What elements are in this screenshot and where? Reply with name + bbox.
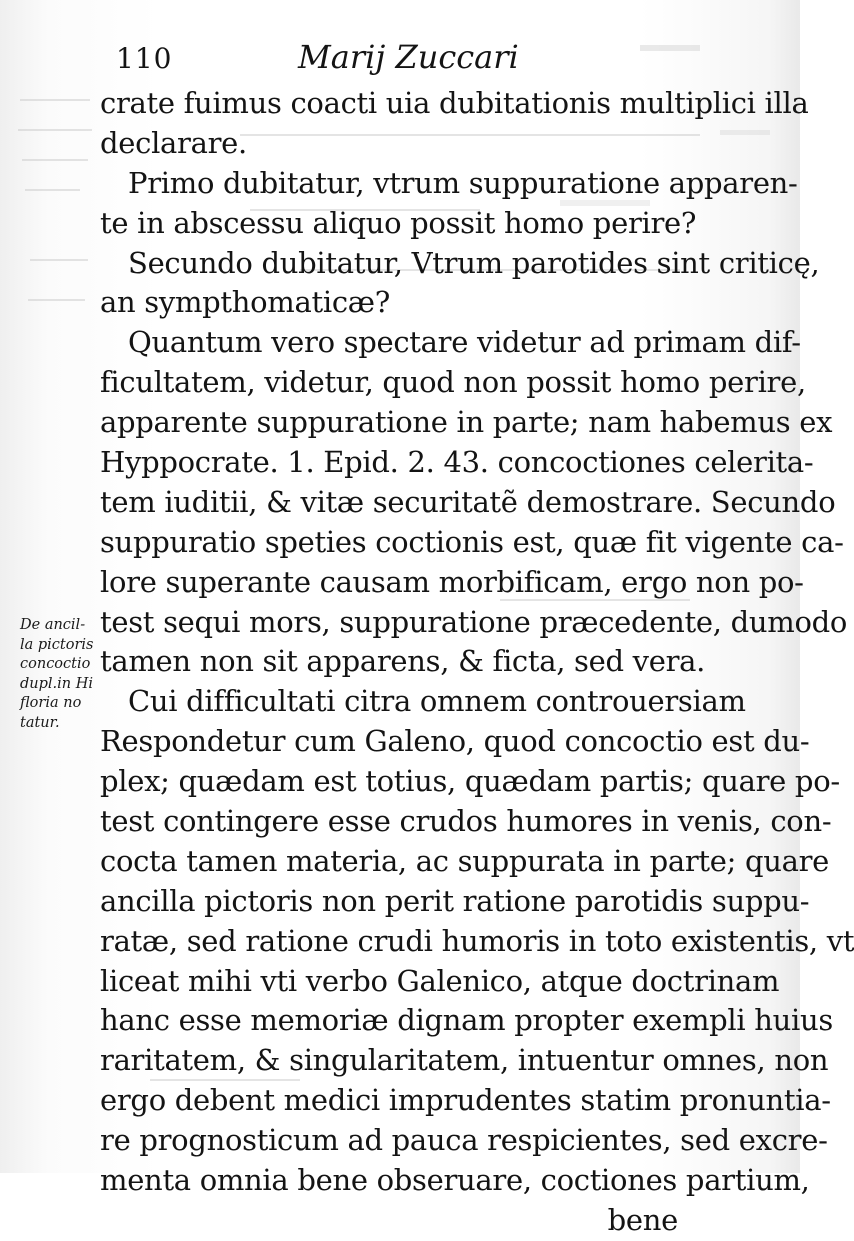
margin-note-line: floria no [20, 695, 82, 711]
margin-note-line: tatur. [20, 714, 60, 731]
text-line: test contingere esse crudos humores in venis, con- [100, 804, 832, 839]
text-line: re prognosticum ad pauca respicientes, sed excre- [100, 1123, 828, 1158]
text-line: tamen non sit apparens, & ficta, sed vera. [100, 644, 706, 679]
text-line: lore superante causam morbificam, ergo non po- [100, 564, 804, 599]
catchword: bene [607, 1202, 678, 1237]
text-line: declarare. [100, 125, 247, 160]
text-line: ficultatem, videtur, quod non possit homo perire, [100, 365, 806, 400]
text-line: plex; quædam est totius, quædam partis; quare po- [100, 764, 840, 799]
text-line: apparente suppuratione in parte; nam habemus ex [100, 405, 833, 440]
text-line: ratæ, sed ratione crudi humoris in toto existentis, vt [100, 923, 854, 958]
text-line: test sequi mors, suppuratione præcedente, dumodo [100, 604, 848, 639]
text-line: crate fuimus coacti uia dubitationis multiplici illa [100, 86, 809, 120]
text-line: Secundo dubitatur, Vtrum parotides sint criticę, [128, 245, 820, 280]
text-line: hanc esse memoriæ dignam propter exempli huius [100, 1003, 833, 1038]
text-line: cocta tamen materia, ac suppurata in parte; quare [100, 843, 830, 878]
body-text [100, 84, 854, 1241]
text-line: Quantum vero spectare videtur ad primam dif- [128, 325, 801, 360]
margin-note-line: De ancil- [20, 617, 86, 633]
text-line: suppuratio speties coctionis est, quæ fit vigente ca- [100, 524, 844, 559]
text-line: menta omnia bene obseruare, coctiones partium, [100, 1163, 810, 1198]
margin-note-line: concoctio [20, 656, 91, 672]
text-line: Primo dubitatur, vtrum suppuratione apparen- [128, 165, 798, 200]
text-line: Respondetur cum Galeno, quod concoctio est du- [100, 724, 810, 759]
text-line: te in abscessu aliquo possit homo perire? [100, 205, 697, 240]
text-line: liceat mihi vti verbo Galenico, atque doctrinam [100, 963, 780, 998]
running-title: Marij Zuccari [298, 38, 519, 76]
margin-note-line: la pictoris [20, 636, 94, 653]
text-line: ancilla pictoris non perit ratione parotidis suppu- [100, 883, 810, 918]
text-line: an sympthomaticæ? [100, 285, 390, 320]
page-header [108, 40, 628, 82]
margin-note [20, 616, 102, 733]
margin-note-line: dupl.in Hi [20, 675, 94, 692]
text-line: tem iuditii, & vitæ securitatẽ demostrare. Secundo [100, 484, 836, 519]
text-line: Hyppocrate. 1. Epid. 2. 43. concoctiones celerita- [100, 445, 814, 480]
page-number: 110 [116, 42, 173, 75]
text-line: raritatem, & singularitatem, intuentur omnes, non [100, 1043, 829, 1078]
text-line: ergo debent medici imprudentes statim pronuntia- [100, 1083, 831, 1118]
text-line: Cui difficultati citra omnem controuersiam [128, 684, 746, 719]
